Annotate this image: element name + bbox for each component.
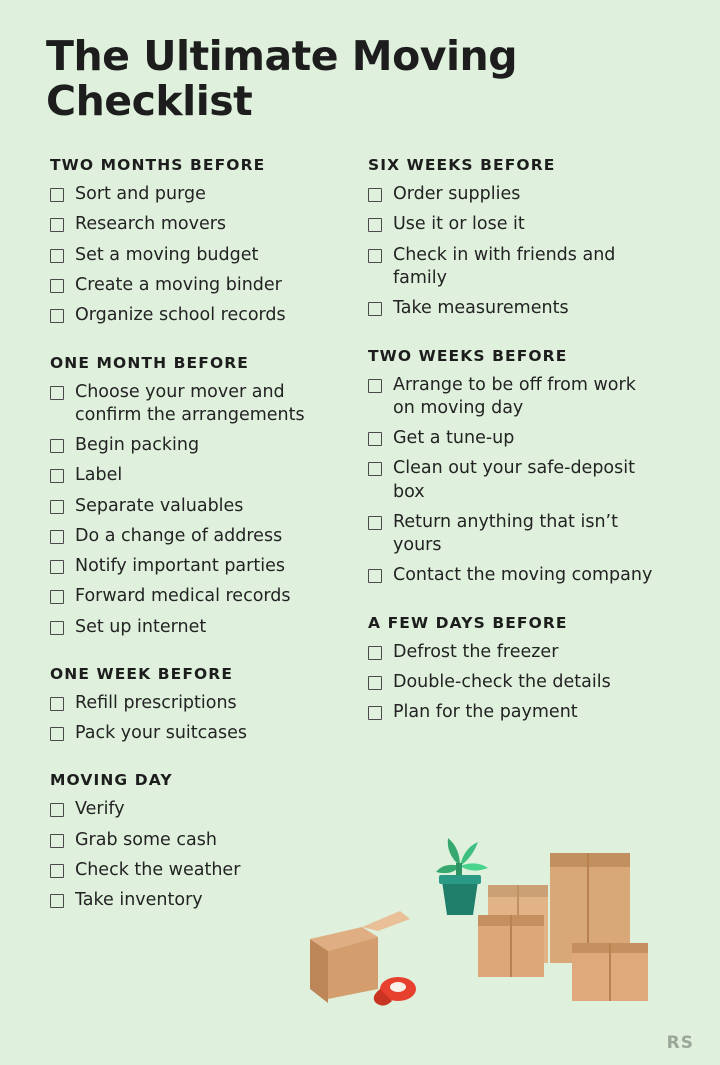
checkbox-icon[interactable] [50, 469, 64, 483]
checklist-item[interactable] [50, 722, 346, 745]
checkbox-icon[interactable] [50, 500, 64, 514]
plant-icon [436, 838, 488, 915]
checklist-item[interactable] [368, 183, 680, 206]
section-heading: MOVING DAY [50, 771, 173, 790]
checklist-item-label: Defrost the freezer [393, 641, 559, 662]
checklist-items [368, 183, 680, 320]
checklist-item-label: Organize school records [75, 305, 286, 326]
checkbox-icon[interactable] [50, 560, 64, 574]
checklist-item[interactable] [50, 213, 346, 236]
checkbox-icon[interactable] [368, 646, 382, 660]
section-heading: ONE MONTH BEFORE [50, 353, 249, 372]
checklist-section [368, 156, 680, 320]
checklist-item-label: Label [75, 465, 123, 486]
checklist-items [368, 641, 680, 725]
checklist-item[interactable] [50, 555, 346, 578]
checklist-item-label: Separate valuables [75, 495, 244, 516]
checkbox-icon[interactable] [368, 249, 382, 263]
checklist-item[interactable] [50, 692, 346, 715]
checklist-items [368, 374, 680, 588]
box-right-low [572, 943, 648, 1001]
section-heading: ONE WEEK BEFORE [50, 664, 234, 683]
checklist-item[interactable] [50, 244, 346, 267]
checklist-item[interactable] [50, 274, 346, 297]
checkbox-icon[interactable] [368, 218, 382, 232]
checkbox-icon[interactable] [50, 309, 64, 323]
checklist-item-label: Refill prescriptions [75, 692, 237, 713]
checklist-item[interactable] [368, 641, 680, 664]
box-front-left [478, 915, 544, 977]
checklist-item-label: Contact the moving company [393, 565, 653, 586]
checkbox-icon[interactable] [50, 249, 64, 263]
checklist-item-label: Begin packing [75, 435, 200, 456]
checklist-item-label: Arrange to be off from work on moving day [393, 374, 636, 418]
checkbox-icon[interactable] [368, 302, 382, 316]
checkbox-icon[interactable] [50, 621, 64, 635]
checklist-item-label: Forward medical records [75, 586, 291, 607]
checklist-item[interactable] [368, 244, 680, 291]
checklist-item-label: Check the weather [75, 859, 241, 880]
checklist-item[interactable] [50, 616, 346, 639]
checklist-item-label: Create a moving binder [75, 274, 282, 295]
checklist-item[interactable] [368, 374, 680, 421]
checklist-item[interactable] [368, 297, 680, 320]
checkbox-icon[interactable] [50, 864, 64, 878]
checkbox-icon[interactable] [368, 188, 382, 202]
checklist-item[interactable] [50, 434, 346, 457]
checkbox-icon[interactable] [50, 439, 64, 453]
checklist-section [50, 665, 346, 746]
checkbox-icon[interactable] [368, 569, 382, 583]
checkbox-icon[interactable] [368, 676, 382, 690]
checklist-section [368, 347, 680, 588]
checklist-item-label: Clean out your safe-deposit box [393, 458, 635, 502]
checkbox-icon[interactable] [50, 530, 64, 544]
checkbox-icon[interactable] [50, 218, 64, 232]
checklist-item[interactable] [50, 464, 346, 487]
checklist-item[interactable] [50, 585, 346, 608]
checklist-item-label: Do a change of address [75, 525, 283, 546]
checklist-section [368, 614, 680, 725]
checklist-item-label: Set a moving budget [75, 244, 259, 265]
checklist-item-label: Grab some cash [75, 829, 217, 850]
moving-boxes-illustration [292, 811, 692, 1031]
checklist-item[interactable] [368, 671, 680, 694]
checklist-item[interactable] [50, 525, 346, 548]
checkbox-icon[interactable] [50, 894, 64, 908]
checklist-item[interactable] [50, 304, 346, 327]
checklist-item[interactable] [50, 183, 346, 206]
checklist-item[interactable] [50, 381, 346, 428]
checklist-item-label: Notify important parties [75, 556, 285, 577]
checklist-item-label: Set up internet [75, 616, 207, 637]
checklist-item-label: Plan for the payment [393, 702, 578, 723]
checklist-item-label: Get a tune-up [393, 428, 515, 449]
checklist-item-label: Double-check the details [393, 671, 611, 692]
checklist-item-label: Order supplies [393, 184, 521, 205]
checkbox-icon[interactable] [368, 432, 382, 446]
section-heading: A FEW DAYS BEFORE [368, 613, 568, 632]
checklist-item-label: Sort and purge [75, 184, 206, 205]
checklist-item-label: Choose your mover and confirm the arrangements [75, 381, 305, 425]
checklist-item[interactable] [368, 564, 680, 587]
checkbox-icon[interactable] [50, 727, 64, 741]
checkbox-icon[interactable] [50, 834, 64, 848]
checkbox-icon[interactable] [50, 697, 64, 711]
checklist-item-label: Take measurements [393, 298, 569, 319]
section-heading: SIX WEEKS BEFORE [368, 156, 556, 175]
checklist-item-label: Use it or lose it [393, 214, 525, 235]
checkbox-icon[interactable] [368, 462, 382, 476]
checklist-item-label: Research movers [75, 214, 227, 235]
checklist-item-label: Pack your suitcases [75, 723, 248, 744]
checkbox-icon[interactable] [50, 279, 64, 293]
checklist-item[interactable] [368, 213, 680, 236]
checklist-item-label: Check in with friends and family [393, 244, 616, 288]
checklist-item[interactable] [50, 495, 346, 518]
checklist-items [50, 183, 346, 327]
checklist-item[interactable] [368, 457, 680, 504]
section-heading: TWO MONTHS BEFORE [50, 156, 266, 175]
checklist-item[interactable] [368, 511, 680, 558]
checkbox-icon[interactable] [50, 590, 64, 604]
brand-logo: RS [666, 1033, 694, 1053]
checkbox-icon[interactable] [368, 516, 382, 530]
checklist-section [50, 156, 346, 327]
checkbox-icon[interactable] [368, 706, 382, 720]
checklist-items [50, 381, 346, 639]
checklist-items [50, 692, 346, 746]
checkbox-icon[interactable] [50, 188, 64, 202]
checklist-item[interactable] [368, 701, 680, 724]
checklist-section [50, 354, 346, 639]
checklist-item-label: Return anything that isn’t yours [393, 511, 618, 556]
tape-roll-icon [374, 977, 416, 1006]
checklist-item-label: Take inventory [75, 890, 203, 911]
checkbox-icon[interactable] [50, 386, 64, 400]
checkbox-icon[interactable] [368, 379, 382, 393]
checkbox-icon[interactable] [50, 803, 64, 817]
checklist-item[interactable] [368, 427, 680, 450]
checklist-item-label: Verify [75, 799, 125, 820]
page-title: The Ultimate Moving Checklist [46, 32, 518, 126]
section-heading: TWO WEEKS BEFORE [368, 346, 568, 365]
